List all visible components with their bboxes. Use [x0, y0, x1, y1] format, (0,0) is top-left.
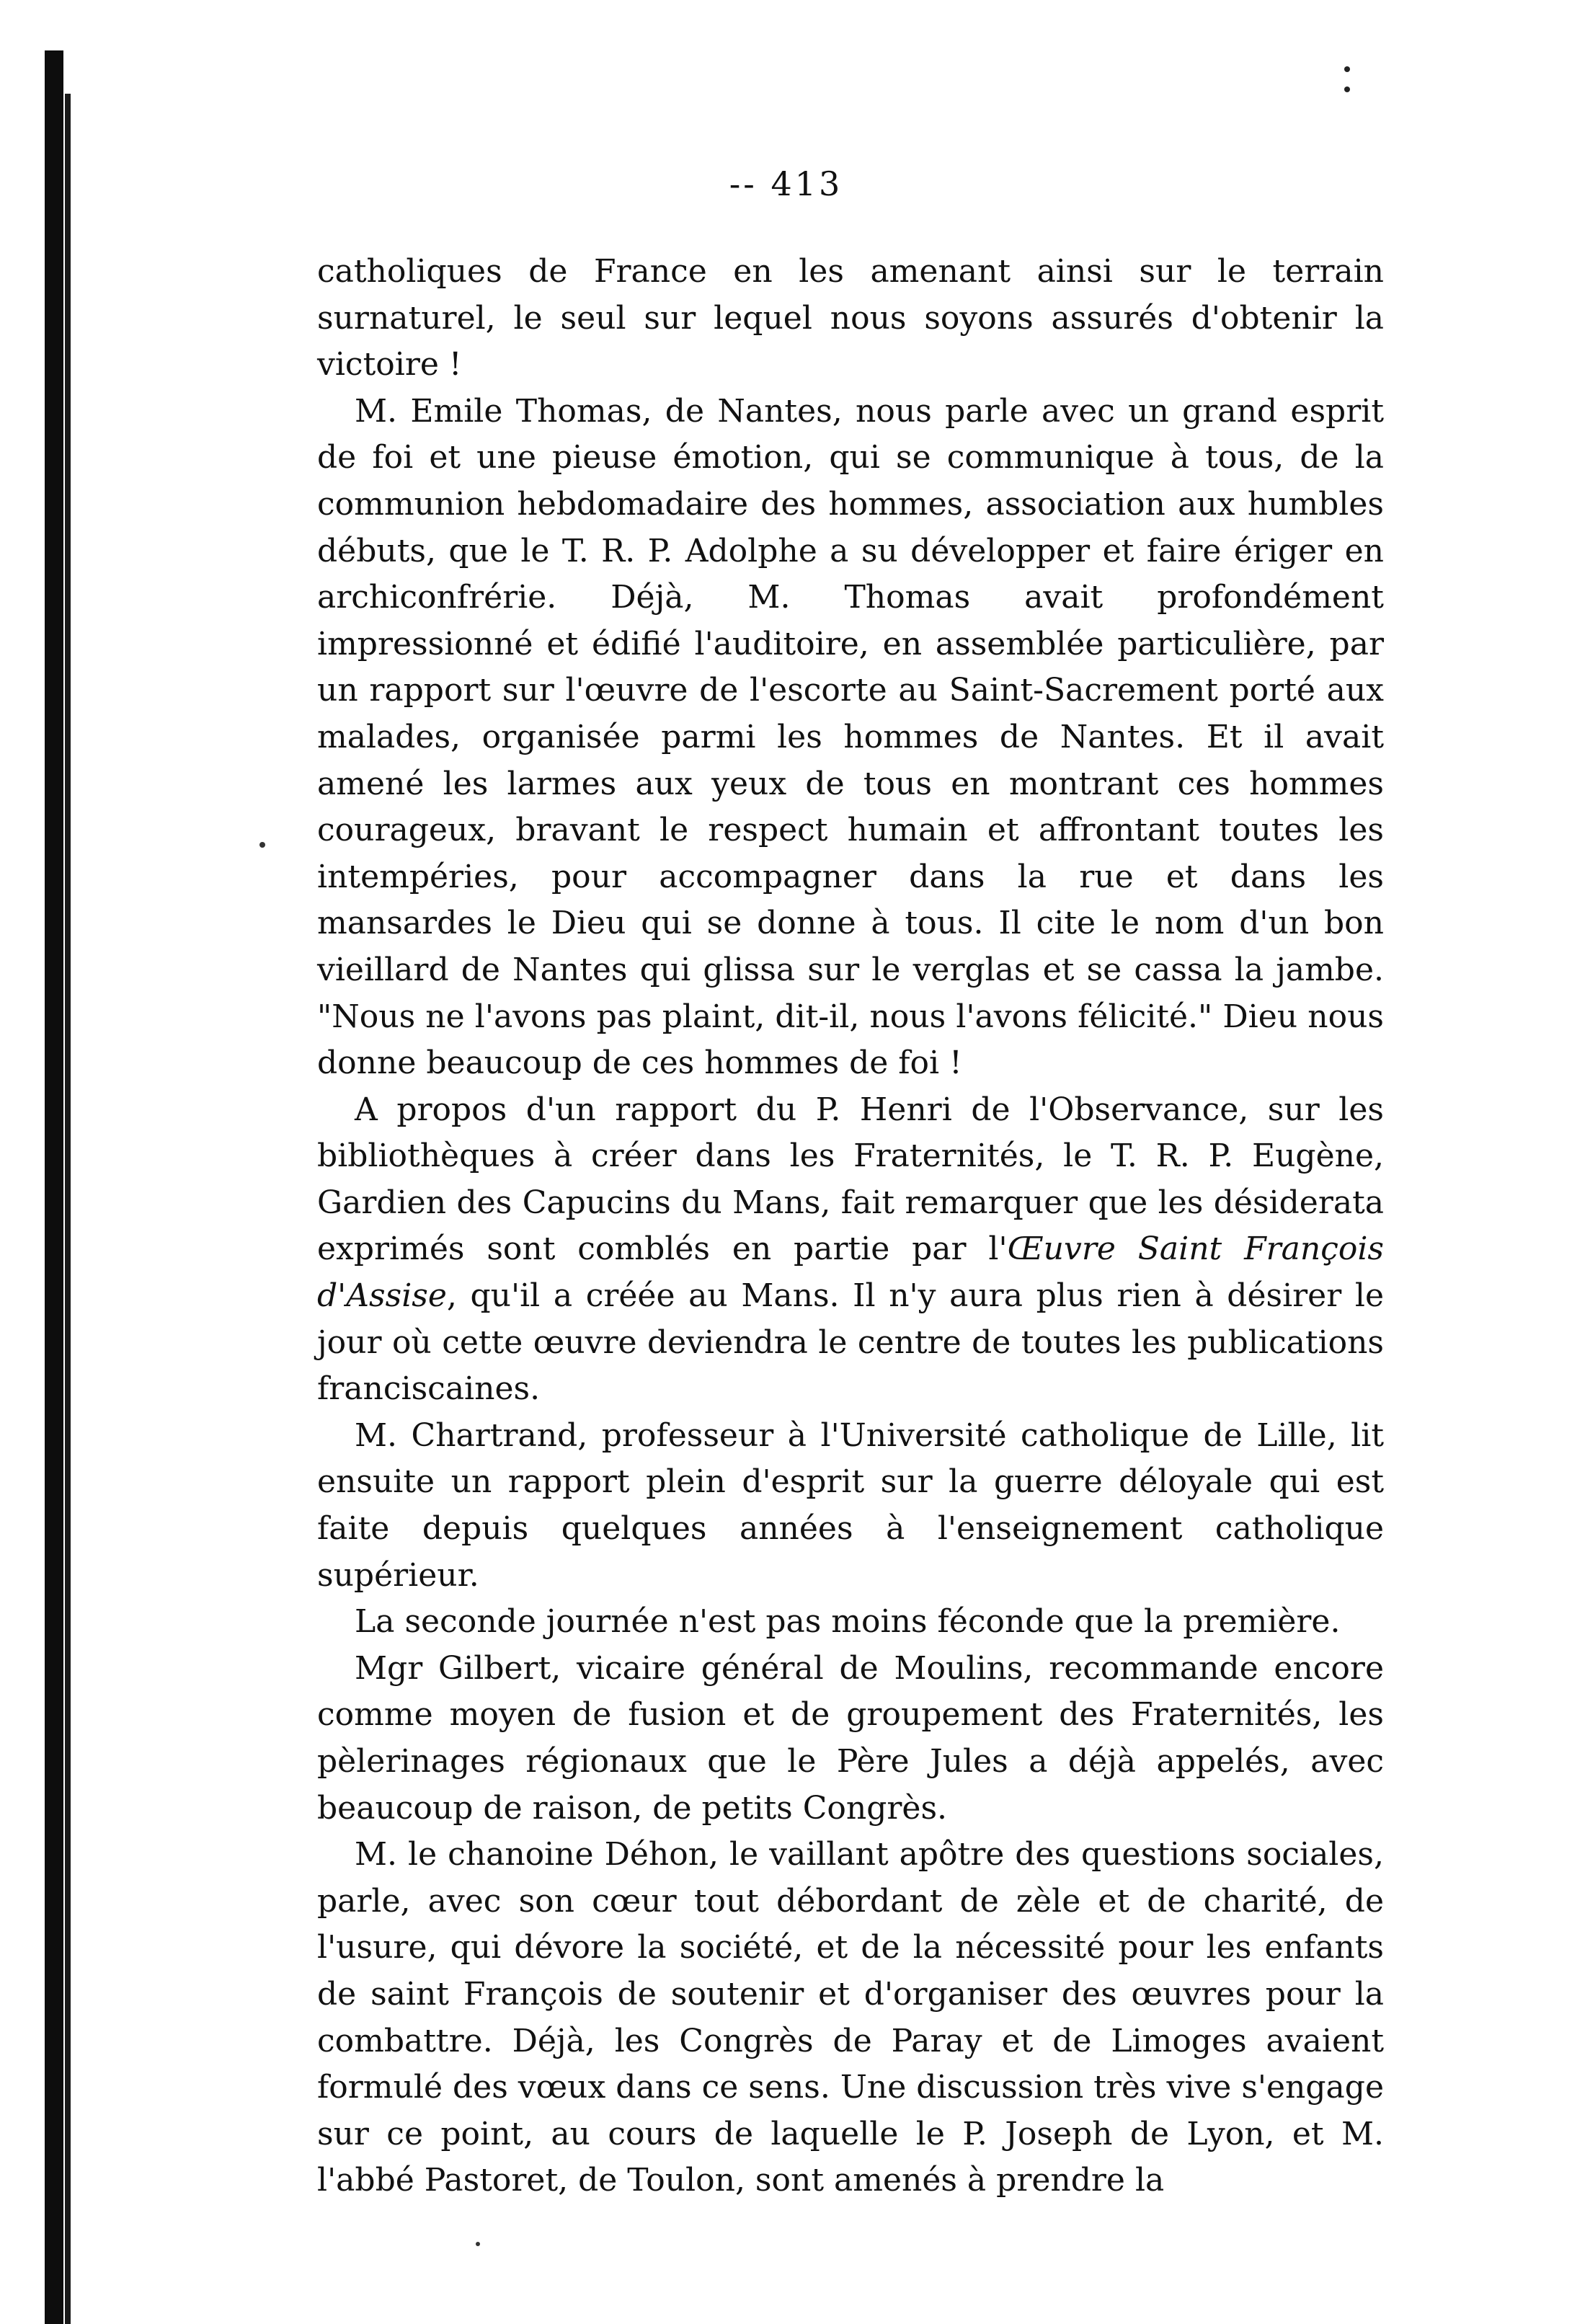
paragraph: M. Emile Thomas, de Nantes, nous parle avec un grand esprit de foi et une pieuse émotion, qui se communique à tous, de la communion hebdomadaire des hommes, association aux humbles débuts, que le T. R. P. Adolphe a su développer et faire ériger en archiconfrérie. Déjà, M. Thomas avait profondément impressionné et édifié l'auditoire, en assemblée particulière, par un rapport sur l'œuvre de l'escorte au Saint-Sacrement porté aux malades, organisée parmi les hommes de Nantes. Et il avait amené les larmes aux yeux de tous en montrant ces hommes courageux, bravant le respect humain et affrontant toutes les intempéries, pour accompagner dans la rue et dans les mansardes le Dieu qui se donne à tous. Il cite le nom d'un bon vieillard de Nantes qui glissa sur le verglas et se cassa la jambe. "Nous ne l'avons pas plaint, dit-il, nous l'avons félicité." Dieu nous donne beaucoup de ces hommes de foi ! [317, 392, 1384, 1082]
binding-edge [45, 50, 63, 2324]
paragraph: M. Chartrand, professeur à l'Université catholique de Lille, lit ensuite un rapport plein d'esprit sur la guerre déloyale qui est faite depuis quelques années à l'enseignement catholique supérieur. [317, 1416, 1384, 1594]
page-number: -- 413 [729, 164, 843, 203]
binding-shadow [65, 94, 71, 2324]
paragraph: catholiques de France en les amenant ainsi sur le terrain surnaturel, le seul sur lequel nous soyons assurés d'obtenir la victoire ! [317, 253, 1384, 383]
body-text [317, 249, 1384, 2204]
paragraph [317, 1087, 1384, 1413]
work-title: Œuvre Saint François d'Assise [317, 1230, 1384, 1315]
paragraph-text: , qu'il a créée au Mans. Il n'y aura plus rien à désirer le jour où cette œuvre deviendra le centre de toutes les publications franciscaines. [317, 1277, 1384, 1408]
paragraph: Mgr Gilbert, vicaire général de Moulins, recommande encore comme moyen de fusion et de groupement des Fraternités, les pèlerinages régionaux que le Père Jules a déjà appelés, avec beaucoup de raison, de petits Congrès. [317, 1649, 1384, 1827]
paragraph-text: A propos d'un rapport du P. Henri de l'Observance, sur les bibliothèques à créer dans les Fraternités, le T. R. P. Eugène, Gardien des Capucins du Mans, fait remarquer que les désiderata exprimés sont comblés en partie par l' [317, 1091, 1384, 1268]
scan-mark [1344, 66, 1351, 98]
scan-speck [476, 2242, 480, 2246]
paragraph: La seconde journée n'est pas moins féconde que la première. [355, 1603, 1341, 1641]
scan-speck [259, 842, 265, 848]
paragraph: M. le chanoine Déhon, le vaillant apôtre des questions sociales, parle, avec son cœur tout débordant de zèle et de charité, de l'usure, qui dévore la société, et de la nécessité pour les enfants de saint François de soutenir et d'organiser des œuvres pour la combattre. Déjà, les Congrès de Paray et de Limoges avaient formulé des vœux dans ce sens. Une discussion très vive s'engage sur ce point, au cours de laquelle le P. Joseph de Lyon, et M. l'abbé Pastoret, de Toulon, sont amenés à prendre la [317, 1836, 1384, 2199]
